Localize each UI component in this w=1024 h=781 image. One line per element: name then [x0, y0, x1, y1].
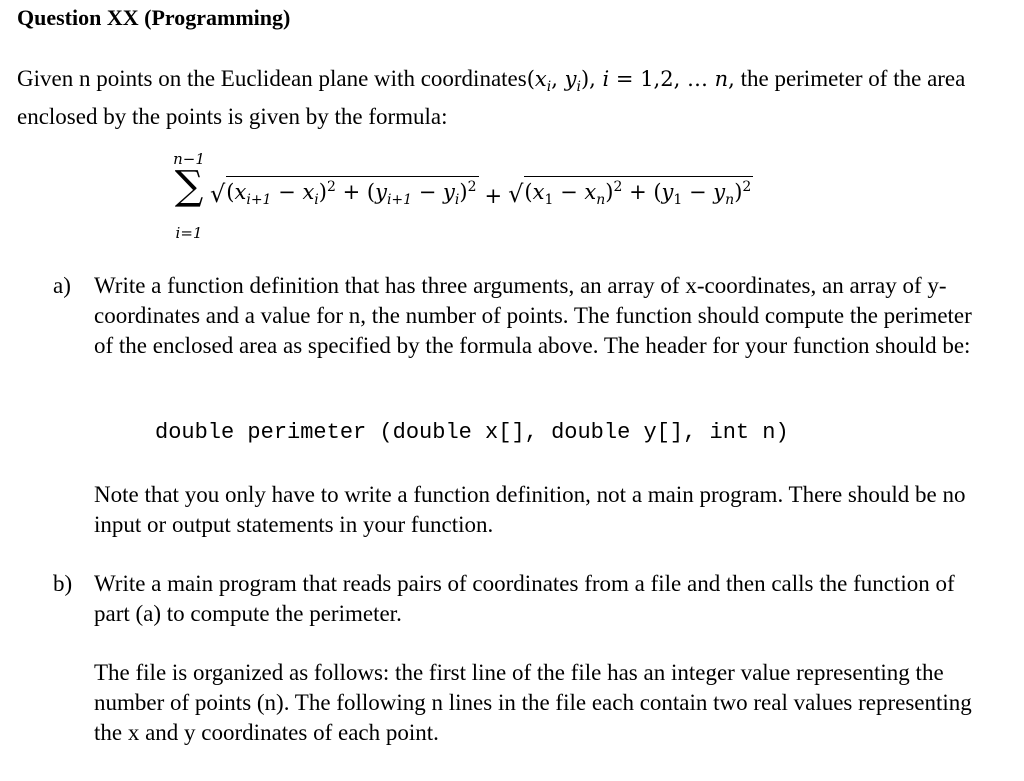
- sum-upper-limit: n−1: [173, 150, 205, 168]
- part-b-text: Write a main program that reads pairs of coordinates from a file and then calls the function of part (a) to compute the perimeter.: [94, 571, 955, 626]
- part-b-file-description: The file is organized as follows: the first line of the file has an integer value representing the number of points (n). The following n lines in the file each contain two real values representing the x and y coordinates of each point.: [94, 660, 972, 745]
- intro-text-after: the perimeter of the area enclosed by the points is given by the formula:: [17, 66, 966, 130]
- intro-paragraph: [17, 64, 1007, 132]
- coordinate-notation: ($x_i$, $y_i$), i = 1,2, … n,: [526, 67, 735, 96]
- question-title: Question XX (Programming): [17, 5, 291, 30]
- sum-lower-limit: i=1: [175, 224, 203, 242]
- part-a-text: Write a function definition that has three arguments, an array of x-coordinates, an array of y-coordinates and a value for n, the number of points. The function should compute the perimeter of the enclosed area as specified by the formula above. The header for your function should be:: [94, 273, 972, 358]
- part-b-label: b): [53, 571, 73, 596]
- radical-sign-icon: √: [210, 180, 226, 209]
- part-a-note: Note that you only have to write a function definition, not a main program. There should be no input or output statements in your function.: [94, 482, 966, 537]
- formula-body: √ $(x_{i+1} - x_i)^2 + (y_{i+1} - y_i)^2$ + √ $(x_1 - x_n)^2 + (y_1 - y_n)^2$: [210, 176, 753, 208]
- part-a-label: a): [53, 273, 71, 298]
- sigma-symbol: ∑: [174, 163, 204, 209]
- radical-sign-icon: √: [508, 180, 524, 209]
- perimeter-formula: [168, 150, 868, 250]
- function-header-code: double perimeter (double x[], double y[], int n): [155, 420, 789, 445]
- intro-text-before: Given n points on the Euclidean plane with coordinates: [17, 66, 527, 91]
- sqrt-term-2: √ $(x_1 - x_n)^2 + (y_1 - y_n)^2$: [508, 176, 753, 208]
- sqrt-term-1: √ $(x_{i+1} - x_i)^2 + (y_{i+1} - y_i)^2$: [210, 176, 479, 208]
